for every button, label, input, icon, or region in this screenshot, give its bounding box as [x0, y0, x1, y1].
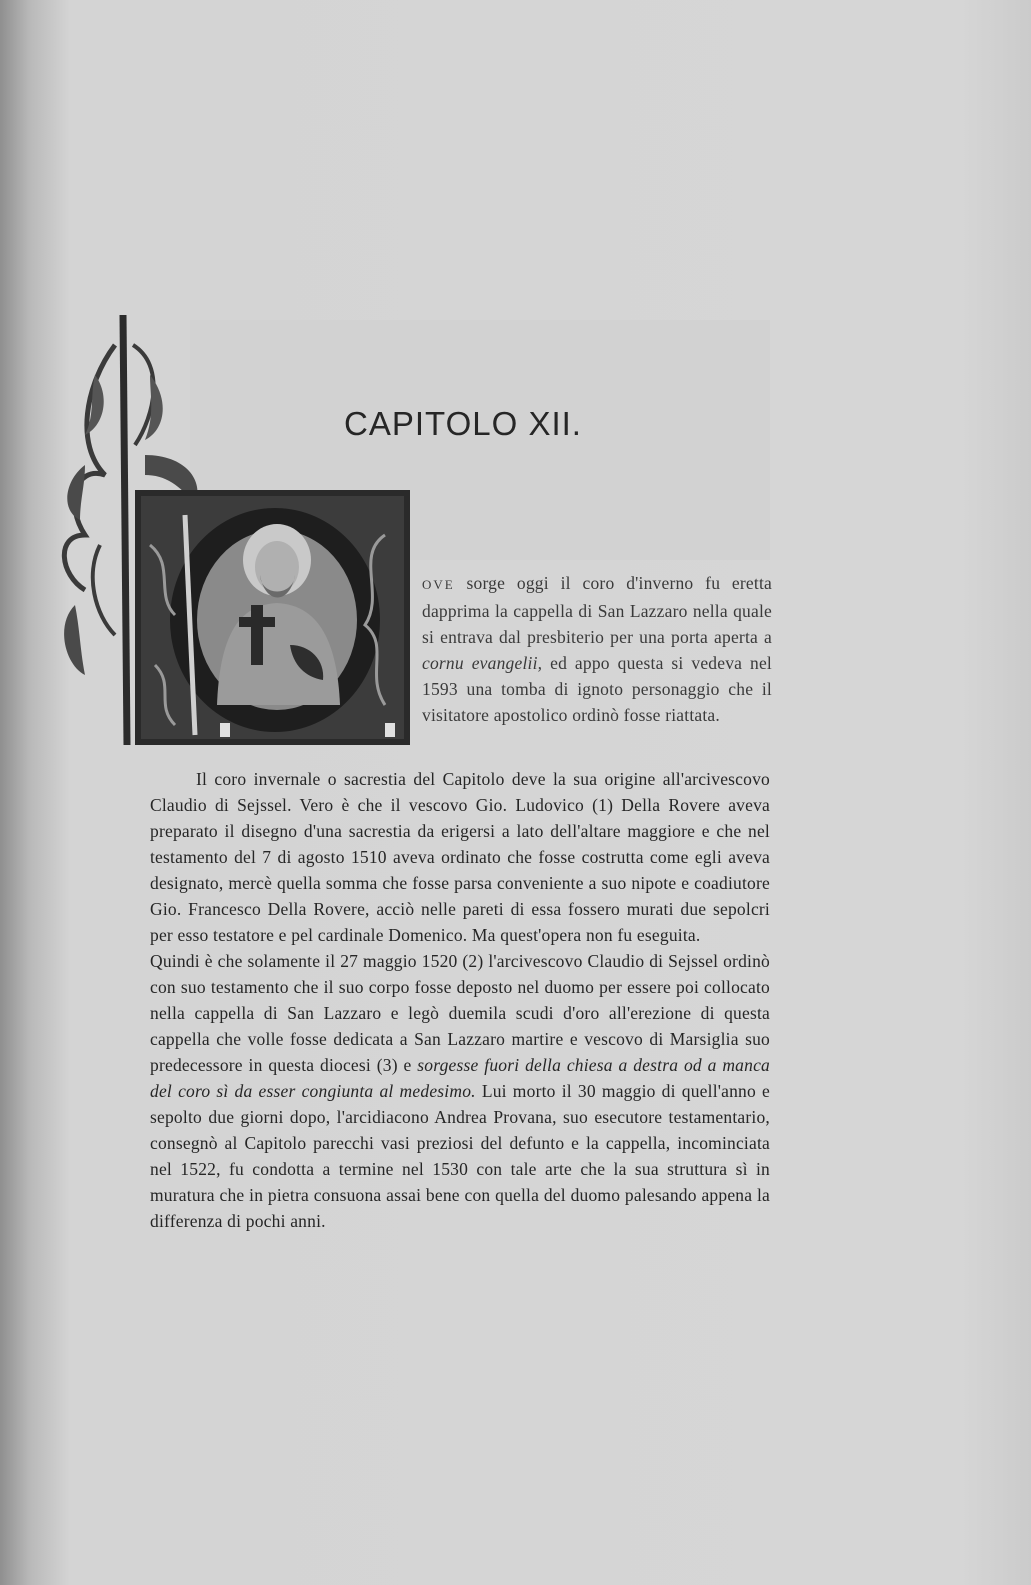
- illuminated-initial-saint-icon: [55, 305, 415, 765]
- chapter-title: CAPITOLO XII.: [344, 405, 582, 442]
- paragraph-1: Il coro invernale o sacrestia del Capitolo deve la sua origine all'arcivescovo Claudio di Sejssel. Vero è che il vescovo Gio. Ludovico (1) Della Rovere aveva preparato il disegno d'una sacrestia da erigersi a lato dell'altare maggiore e che nel testamento del 7 di agosto 1510 aveva ordinato che fosse costrutta come egli aveva designato, mercè quella somma che fosse parsa conveniente a suo nipote e coadiutore Gio. Francesco Della Rovere, acciò nelle pareti di essa fossero murati due sepolcri per esso testatore e pel cardinale Domenico. Ma quest'opera non fu eseguita.: [150, 769, 770, 945]
- opening-first-word: OVE: [422, 577, 455, 592]
- opening-paragraph: [422, 570, 772, 728]
- opening-text-1: sorge oggi il coro d'inverno fu eretta dapprima la cappella di San Lazzaro nella quale si entrava dal presbiterio per una porta aperta a: [422, 573, 772, 647]
- opening-italic: cornu evangelii,: [422, 653, 543, 673]
- paragraph-2-italic: sorgesse fuori della chiesa a destra od a manca del coro sì da esser congiunta al medesimo.: [150, 1055, 771, 1101]
- paragraph-2-text-b: Lui morto il 30 maggio di quell'anno e sepolto due giorni dopo, l'arcidiacono Andrea Provana, suo esecutore testamentario, consegnò al Capitolo parecchi vasi preziosi del defunto e la cappella, incominciata nel 1522, fu condotta a termine nel 1530 con tale arte che la sua struttura sì in muratura che in pietra consuona assai bene con quella del duomo palesando appena la differenza di pochi anni.: [150, 1081, 770, 1231]
- opening-text-2: ed appo questa si vedeva nel 1593 una tomba di ignoto personaggio che il visitatore apostolico ordinò fosse riattata.: [422, 653, 772, 725]
- body-text: [150, 766, 770, 1234]
- paragraph-2: [150, 948, 770, 1234]
- paragraph-2-text-a: Quindi è che solamente il 27 maggio 1520 (2) l'arcivescovo Claudio di Sejssel ordinò con suo testamento che il suo corpo fosse deposto nel duomo per essere poi collocato nella cappella di San Lazzaro e legò duemila scudi d'oro all'erezione di questa cappella che volle fosse dedicata a San Lazzaro martire e vescovo di Marsiglia suo predecessore in questa diocesi (3) e: [150, 951, 770, 1075]
